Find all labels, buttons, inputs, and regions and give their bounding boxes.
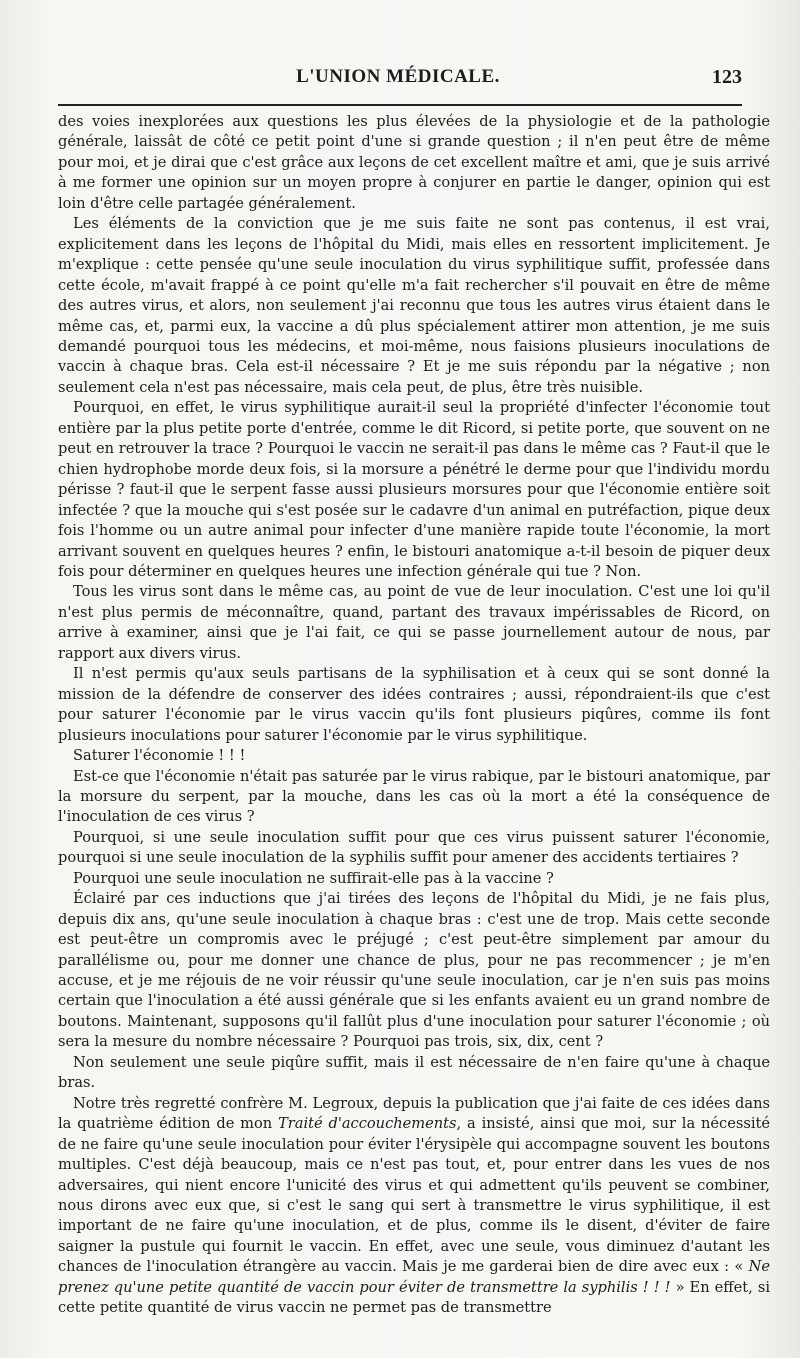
paragraph-2: Les éléments de la conviction que je me suis faite ne sont pas contenus, il est vrai, explicitement dans les leçons de l'hôpital du Midi, mais elles en ressortent implicitement. Je m'explique : cette pensée qu'une seule inoculation du virus syphilitique suffit, professée dans cette école, m'avait frappé à ce point qu'elle m'a fait rechercher s'il pouvait en être de même des autres virus, et alors, non seulement j'ai reconnu que tous les autres virus étaient dans le même cas, et, parmi eux, la vaccine a dû plus spécialement attirer mon attention, je me suis demandé pourquoi tous les médecins, et moi-même, nous faisions plusieurs inoculations de vaccin à chaque bras. Cela est-il nécessaire ? Et je me suis répondu par la négative ; non seulement cela n'est pas nécessaire, mais cela peut, de plus, être très nuisible. xyxy=(58,215,770,396)
paragraph-3: Pourquoi, en effet, le virus syphilitique aurait-il seul la propriété d'infecter l'économie tout entière par la plus petite porte d'entrée, comme le dit Ricord, si petite porte, que souvent on ne peut en retrouver la trace ? Pourquoi le vaccin ne serait-il pas dans le même cas ? Faut-il que le chien hydrophobe morde deux fois, si la morsure a pénétré le derme pour que l'individu mordu périsse ? faut-il que le serpent fasse aussi plusieurs morsures pour que l'économie entière soit infectée ? que la mouche qui s'est posée sur le cadavre d'un animal en putréfaction, pique deux fois l'homme ou un autre animal pour infecter d'une manière rapide toute l'économie, la mort arrivant souvent en quelques heures ? enfin, le bistouri anatomique a-t-il besoin de piquer deux fois pour déterminer en quelques heures une infection générale qui tue ? Non. xyxy=(58,399,770,580)
paragraph-12-part-c: » En effet, si cette petite quantité de virus vaccin ne permet pas de transmettre xyxy=(58,1278,771,1317)
page-number: 123 xyxy=(712,66,742,88)
paragraph-12-part-a: Notre très regretté confrère M. Legroux, depuis la publication que j'ai faite de ces idées dans la quatrième édition de mon xyxy=(58,1094,770,1133)
body-text xyxy=(58,112,770,1319)
paragraph-9: Pourquoi une seule inoculation ne suffirait-elle pas à la vaccine ? xyxy=(73,869,554,887)
paragraph-12-part-b: , a insisté, ainsi que moi, sur la nécessité de ne faire qu'une seule inoculation pour éviter l'érysipèle qui accompagne souvent les boutons multiples. C'est déjà beaucoup, mais ce n'est pas tout, et, pour entrer dans les vues de nos adversaires, qui nient encore l'unicité des virus et qui admettent qu'ils peuvent se combiner, nous dirons avec eux que, si c'est le sang qui sert à transmettre le virus syphilitique, il est important de ne faire qu'une inoculation, et de plus, comme ils le disent, d'éviter de faire saigner la pustule qui fournit le vaccin. En effet, avec une seule, vous diminuez d'autant les chances de l'inoculation étrangère au vaccin. Mais je me garderai bien de dire avec eux : « xyxy=(58,1115,770,1276)
running-title: L'UNION MÉDICALE. xyxy=(296,66,500,87)
header-rule xyxy=(58,104,742,106)
page-header xyxy=(58,58,742,88)
paragraph-5: Il n'est permis qu'aux seuls partisans de la syphilisation et à ceux qui se sont donné la mission de la défendre de conserver des idées contraires ; aussi, répondraient-ils que c'est pour saturer l'économie par le virus vaccin qu'ils font plusieurs piqûres, comme ils font plusieurs inoculations pour saturer l'économie par le virus syphilitique. xyxy=(58,665,770,744)
paragraph-8: Pourquoi, si une seule inoculation suffit pour que ces virus puissent saturer l'économie, pourquoi si une seule inoculation de la syphilis suffit pour amener des accidents tertiaires ? xyxy=(58,828,770,867)
book-title: Traité d'accouchements xyxy=(278,1115,457,1133)
paragraph-11: Non seulement une seule piqûre suffit, mais il est nécessaire de n'en faire qu'une à chaque bras. xyxy=(58,1053,770,1092)
paragraph-7: Est-ce que l'économie n'était pas saturée par le virus rabique, par le bistouri anatomique, par la morsure du serpent, par la mouche, dans les cas où la mort a été la conséquence de l'inoculation de ces virus ? xyxy=(58,767,770,826)
paragraph-4: Tous les virus sont dans le même cas, au point de vue de leur inoculation. C'est une loi qu'il n'est plus permis de méconnaître, quand, partant des travaux impérissables de Ricord, on arrive à examiner, ainsi que je l'ai fait, ce qui se passe journellement autour de nous, par rapport aux divers virus. xyxy=(58,583,770,662)
paragraph-12 xyxy=(58,1094,770,1319)
paragraph-10: Éclairé par ces inductions que j'ai tirées des leçons de l'hôpital du Midi, je ne fais plus, depuis dix ans, qu'une seule inoculation à chaque bras : c'est une de trop. Mais cette seconde est peut-être un compromis avec le préjugé ; c'est peut-être simplement par amour du parallélisme ou, pour me donner une chance de plus, pour ne pas recommencer ; je m'en accuse, et je me réjouis de ne voir réussir qu'une seule inoculation, car je n'en suis pas moins certain que l'inoculation a été aussi générale que si les enfants avaient eu un grand nombre de boutons. Maintenant, supposons qu'il fallût plus d'une inoculation pour saturer l'économie ; où sera la mesure du nombre nécessaire ? Pourquoi pas trois, six, dix, cent ? xyxy=(58,890,770,1051)
paragraph-1: des voies inexplorées aux questions les plus élevées de la physiologie et de la pathologie générale, laissât de côté ce petit point d'une si grande question ; il n'en peut être de même pour moi, et je dirai que c'est grâce aux leçons de cet excellent maître et ami, que je suis arrivé à me former une opinion sur un moyen propre à conjurer en partie le danger, opinion qui est loin d'être celle partagée généralement. xyxy=(58,113,770,212)
paragraph-6: Saturer l'économie ! ! ! xyxy=(73,747,246,765)
quoted-advice: Ne prenez qu'une petite quantité de vaccin pour éviter de transmettre la syphilis ! ! ! xyxy=(58,1258,770,1296)
